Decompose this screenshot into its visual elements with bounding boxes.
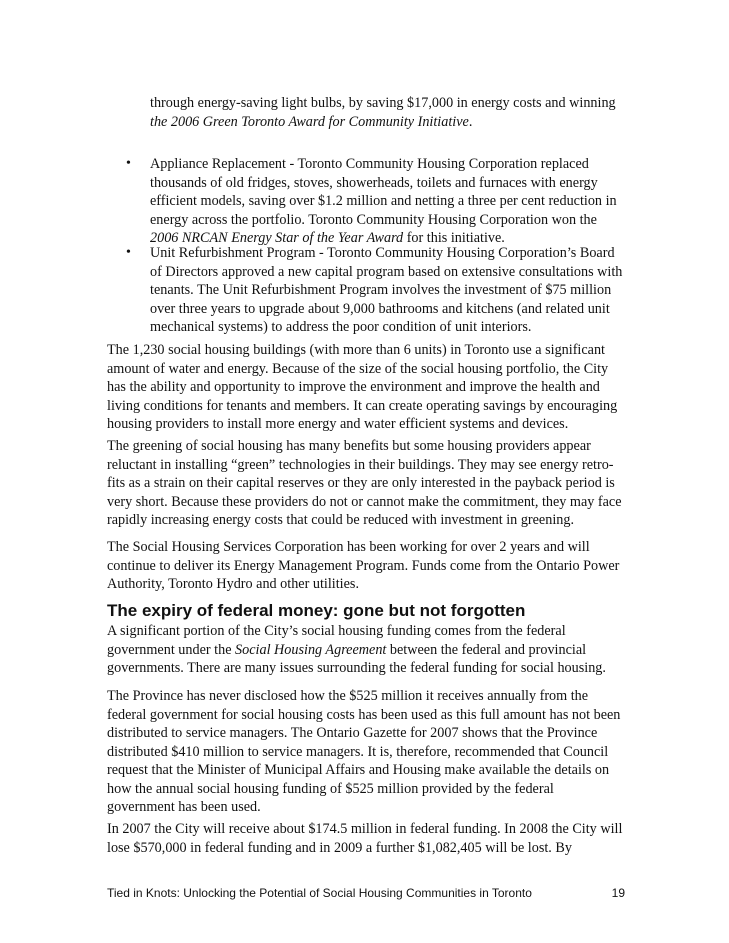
continued-text-end: .: [468, 113, 473, 130]
paragraph-text: A significant portion of the City’s social housing funding comes from the federal government under the: [107, 623, 566, 658]
agreement-name: Social Housing Agreement: [235, 641, 387, 658]
continued-text: through energy-saving light bulbs, by saving $17,000 in energy costs and winning: [150, 95, 616, 111]
continued-bullet-paragraph: [150, 94, 625, 131]
paragraph-text-end: between the federal and provincial governments. There are many issues surrounding the federal funding for social housing.: [107, 641, 606, 676]
paragraph-shsc-energy-program: The Social Housing Services Corporation has been working for over 2 years and will continue to deliver its Energy Management Program. Funds come from the Ontario Power Authority, Toronto Hydro and other utilities.: [107, 539, 620, 592]
section-heading: The expiry of federal money: gone but not forgotten: [107, 601, 526, 620]
paragraph-greening-benefits: The greening of social housing has many benefits but some housing providers appear reluctant in installing “green” technologies in their buildings. They may see energy retro-fits as a strain on their capital reserves or they are only interested in the payback period is very short. Because these providers do not or cannot make the commitment, they may face rapidly increasing energy costs that could be reduced with investment in greening.: [107, 438, 622, 528]
paragraph-federal-funding: [107, 622, 623, 678]
page-number: 19: [611, 886, 625, 900]
bullet-item-appliance-replacement: [150, 155, 625, 248]
bullet-item-unit-refurbishment: [150, 244, 625, 337]
bullet-text-end: for this initiative.: [403, 230, 505, 246]
footer-title: Tied in Knots: Unlocking the Potential of Social Housing Communities in Toronto: [107, 886, 532, 900]
bullet-text: Appliance Replacement - Toronto Community Housing Corporation replaced thousands of old fridges, stoves, showerheads, toilets and furnaces with energy efficient models, saving over $1.2 million and netting a three per cent reduction in energy across the portfolio. Toronto Community Housing Corporation won the: [150, 156, 617, 228]
paragraph-social-housing-buildings: The 1,230 social housing buildings (with more than 6 units) in Toronto use a significant amount of water and energy. Because of the size of the social housing portfolio, the City has the ability and opportunity to improve the environment and improve the health and living conditions for tenants and members. It can create operating savings by encouraging housing providers to install more energy and water efficient systems and devices.: [107, 342, 618, 432]
bullet-marker: •: [126, 245, 131, 260]
paragraph-federal-funding-loss: In 2007 the City will receive about $174.5 million in federal funding. In 2008 the City will lose $570,000 in federal funding and in 2009 a further $1,082,405 will be lost. By: [107, 821, 623, 856]
bullet-marker: •: [126, 156, 131, 171]
award-name: the 2006 Green Toronto Award for Community Initiative: [150, 113, 469, 130]
bullet-text: Unit Refurbishment Program - Toronto Community Housing Corporation’s Board of Directors approved a new capital program based on extensive consultations with tenants. The Unit Refurbishment Program involves the investment of $75 million over three years to upgrade about 9,000 bathrooms and kitchens (and related unit mechanical systems) to address the poor condition of unit interiors.: [150, 245, 623, 335]
award-name: 2006 NRCAN Energy Star of the Year Award: [150, 230, 404, 246]
paragraph-province-disclosure: The Province has never disclosed how the $525 million it receives annually from the federal government for social housing costs has been used as this full amount has not been distributed to service managers. The Ontario Gazette for 2007 shows that the Province distributed $410 million to service managers. It is, therefore, recommended that Council request that the Minister of Municipal Affairs and Housing make available the details on how the annual social housing funding of $525 million provided by the federal government has been used.: [107, 688, 621, 815]
